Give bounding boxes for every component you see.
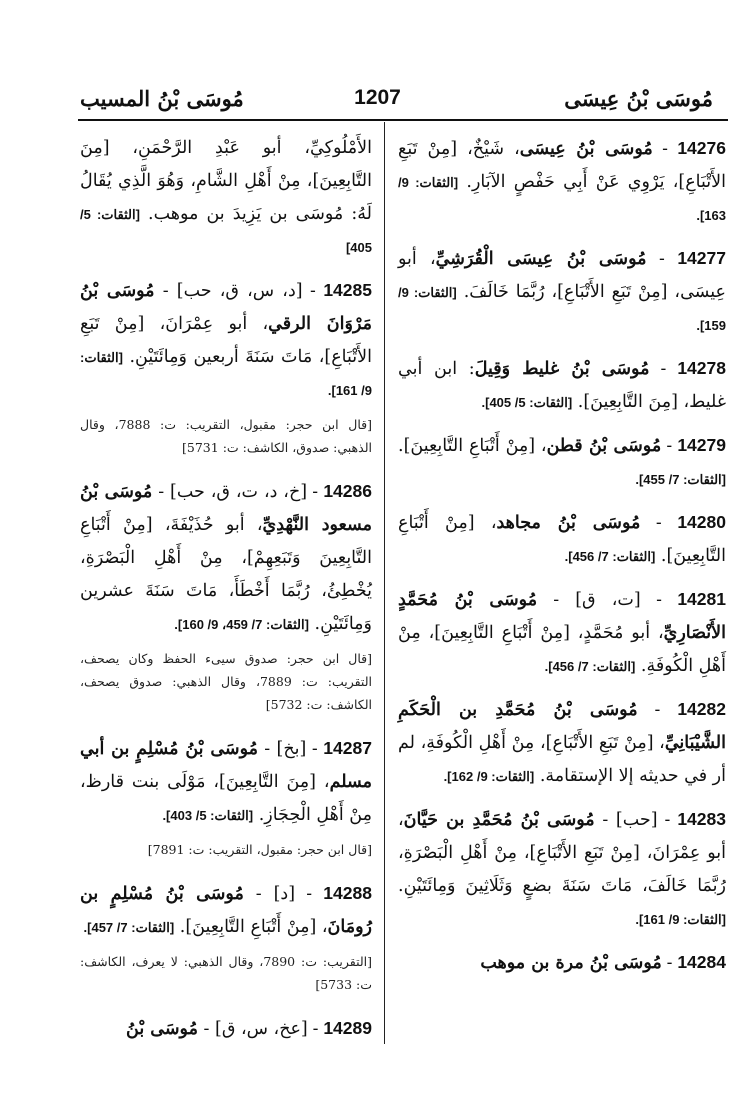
entry-name: مُوسَى بْنُ مَرْوَانَ الرقي: [80, 281, 372, 334]
page-header: [0, 0, 755, 120]
entry-text: ، أبو مُحَمَّدٍ، [مِنْ أَتْبَاعِ التَّابِعِينَ]، مِنْ أَهْلِ الْكُوفَةِ.: [398, 623, 726, 676]
entry-number: 14285: [323, 280, 372, 300]
entry: 14288 - [د] - مُوسَى بْنُ مُسْلِمٍ بن رُومَانَ، [مِنْ أَتْبَاعِ التَّابِعِينَ]. [الثقات: 7/ 457].: [80, 883, 372, 937]
entry-reference: [الثقات: 9/ 163].: [398, 175, 726, 223]
entry-footnote: [قال ابن حجر: صدوق سيىء الحفظ وكان يصحف، التقريب: ت: 7889، وقال الذهبي: صدوق يصحف، الكاشف: ت: 5732]: [80, 651, 372, 712]
entry-tags: [د] -: [255, 884, 296, 904]
entry-name: مُوسَى بْنُ مرة بن موهب: [480, 953, 662, 973]
entry-tags: [بخ] -: [264, 739, 307, 759]
entry-text: ، أبو عِمْرَانَ، [مِنْ تَبَعِ الأَتْبَاعِ]، مَاتَ سَنَةَ أربعين وَمِائَتَيْنِ.: [80, 314, 372, 367]
entry-text: ، [مِنْ تَبَعِ الأَتْبَاعِ]، مِنْ أَهْلِ الْكُوفَةِ، لم أر في حديثه إلا الإستقامة.: [398, 733, 726, 786]
entry-number: 14284: [677, 952, 726, 972]
entry-number: 14276: [677, 138, 726, 158]
entry-text: ، أبو عِمْرَانَ، [مِنْ تَبَعِ الأَتْبَاعِ]، مِنْ أَهْلِ الْبَصْرَةِ، رُبَّمَا خَالَفَ، مَاتَ سَنَةَ بضعٍ وَثَلَاثِينَ وَمِائَتَيْنِ.: [398, 810, 726, 896]
entry-number: 14282: [677, 699, 726, 719]
right-column: [398, 132, 726, 990]
entry-name: مُوسَى بْنُ قطن: [546, 436, 662, 456]
entry-name: مُوسَى بْنُ غليط وَقِيلَ: [474, 359, 650, 379]
entry: 14282 - مُوسَى بْنُ مُحَمَّدِ بن الْحَكَمِ الشَّيْبَانِيِّ، [مِنْ تَبَعِ الأَتْبَاعِ]، مِنْ أَهْلِ الْكُوفَةِ، لم أر في حديثه إلا الإستقامة. [الثقات: 9/ 162].: [398, 699, 726, 786]
running-title-left: مُوسَى بْنُ المسيب: [80, 86, 244, 111]
entry-tags: [ت، ق] -: [553, 590, 641, 610]
entry: 14287 - [بخ] - مُوسَى بْنُ مُسْلِمٍ بن أبي مسلم، [مِنَ التَّابِعِينَ]، مَوْلَى بنت قارظ، مِنْ أَهْلِ الْحِجَازِ. [الثقات: 5/ 403].: [80, 738, 372, 825]
entry-number: 14280: [677, 512, 726, 532]
entry-text: : ابن أبي غليط، [مِنَ التَّابِعِينَ].: [398, 359, 726, 412]
entry: 14281 - [ت، ق] - مُوسَى بْنُ مُحَمَّدٍ الأَنْصَارِيِّ، أبو مُحَمَّدٍ، [مِنْ أَتْبَاعِ التَّابِعِينَ]، مِنْ أَهْلِ الْكُوفَةِ. [الثقات: 7/ 456].: [398, 589, 726, 676]
entry-reference: [الثقات: 9/ 161].: [635, 912, 726, 927]
entry: 14283 - [حب] - مُوسَى بْنُ مُحَمَّدِ بن حَيَّانَ، أبو عِمْرَانَ، [مِنْ تَبَعِ الأَتْبَاعِ]، مِنْ أَهْلِ الْبَصْرَةِ، رُبَّمَا خَالَفَ، مَاتَ سَنَةَ بضعٍ وَثَلَاثِينَ وَمِائَتَيْنِ. [الثقات: 9/ 161].: [398, 809, 726, 927]
entry-reference: [الثقات: 5/ 405].: [481, 395, 573, 410]
entry-number: 14283: [677, 809, 726, 829]
entry-footnote: [قال ابن حجر: مقبول، التقريب: ت: 7891]: [147, 842, 372, 857]
header-rule: [78, 119, 728, 121]
entry-text: ، [مِنْ أَتْبَاعِ التَّابِعِينَ].: [398, 436, 547, 456]
entry-text: ، [مِنَ التَّابِعِينَ]، مَوْلَى بنت قارظ، مِنْ أَهْلِ الْحِجَازِ.: [80, 772, 372, 825]
entry-text: ، [مِنْ أَتْبَاعِ التَّابِعِينَ].: [398, 513, 726, 566]
entry-tags: [د، س، ق، حب] -: [162, 281, 303, 301]
entry: 14277 - مُوسَى بْنُ عِيسَى الْقُرَشِيِّ، أبو عِيسَى، [مِنْ تَبَعِ الأَتْبَاعِ]، رُبَّمَا خَالَفَ. [الثقات: 9/ 159].: [398, 248, 726, 333]
entry-tags: [عخ، س، ق] -: [203, 1019, 308, 1039]
entry-text: ، [مِنْ أَتْبَاعِ التَّابِعِينَ].: [179, 917, 328, 937]
entry-number: 14287: [323, 738, 372, 758]
entry: 14280 - مُوسَى بْنُ مجاهد، [مِنْ أَتْبَاعِ التَّابِعِينَ]. [الثقات: 7/ 456].: [398, 512, 726, 566]
entry-name: مُوسَى بْنُ: [126, 1019, 198, 1039]
entry-continuation: [80, 132, 372, 264]
entry-name: مُوسَى بْنُ مُسْلِمٍ بن رُومَانَ: [80, 884, 372, 937]
entry-text: ، أبو حُذَيْفَةَ، [مِنْ أَتْبَاعِ التَّابِعِينَ وَتَبَعِهِمْ]، مِنْ أَهْلِ الْبَصْرَةِ، يُخْطِئُ، رُبَّمَا أَخْطَأَ، مَاتَ سَنَةَ عشرين وَمِائَتَيْنِ.: [80, 515, 372, 634]
entry-number: 14281: [677, 589, 726, 609]
entry-number: 14278: [677, 358, 726, 378]
entry-name: مُوسَى بْنُ عِيسَى: [519, 139, 653, 159]
entry: 14284 - مُوسَى بْنُ مرة بن موهب: [480, 952, 726, 973]
entry-name: مُوسَى بْنُ مسعود النَّهْدِيِّ: [80, 482, 372, 535]
entry-number: 14286: [323, 481, 372, 501]
entry-footnote: [قال ابن حجر: مقبول، التقريب: ت: 7888، وقال الذهبي: صدوق، الكاشف: ت: 5731]: [80, 417, 372, 455]
entry-text: ، شَيْخٌ، [مِنْ تَبَعِ الأَتْبَاعِ]، يَرْوِي عَنْ أَبِي حَفْصٍ الآبَارِ.: [398, 139, 726, 192]
entry-name: مُوسَى بْنُ مجاهد: [496, 513, 641, 533]
entry-tags: [حب] -: [602, 810, 658, 830]
entry-tags: [خ، د، ت، ق، حب] -: [158, 482, 308, 502]
entry-text: الأَمْلُوكِيِّ، أبو عَبْدِ الرَّحْمَنِ، [مِنَ التَّابِعِينَ]، مِنْ أَهْلِ الشَّامِ، وَهُوَ الَّذِي يُقَالُ لَهُ: مُوسَى بن يَزِيدَ بن موهب.: [80, 138, 372, 224]
page-number: 1207: [354, 86, 401, 109]
entry: 14276 - مُوسَى بْنُ عِيسَى، شَيْخٌ، [مِنْ تَبَعِ الأَتْبَاعِ]، يَرْوِي عَنْ أَبِي حَفْصٍ الآبَارِ. [الثقات: 9/ 163].: [398, 138, 726, 223]
entry: 14286 - [خ، د، ت، ق، حب] - مُوسَى بْنُ مسعود النَّهْدِيِّ، أبو حُذَيْفَةَ، [مِنْ أَتْبَاعِ التَّابِعِينَ وَتَبَعِهِمْ]، مِنْ أَهْلِ الْبَصْرَةِ، يُخْطِئُ، رُبَّمَا أَخْطَأَ، مَاتَ سَنَةَ عشرين وَمِائَتَيْنِ. [الثقات: 7/ 459، 9/ 160].: [80, 481, 372, 634]
entry-name: مُوسَى بْنُ مُحَمَّدِ بن حَيَّانَ: [403, 810, 595, 830]
entry-number: 14288: [323, 883, 372, 903]
entry-reference: [الثقات: 7/ 455].: [635, 472, 726, 487]
entry-reference: [الثقات: 7/ 456].: [564, 549, 656, 564]
entry: 14279 - مُوسَى بْنُ قطن، [مِنْ أَتْبَاعِ التَّابِعِينَ]. [الثقات: 7/ 455].: [398, 435, 726, 487]
entry-name: مُوسَى بْنُ مُحَمَّدِ بن الْحَكَمِ الشَّيْبَانِيِّ: [398, 700, 726, 753]
entry-name: مُوسَى بْنُ عِيسَى الْقُرَشِيِّ: [435, 249, 647, 269]
entry-name: مُوسَى بْنُ مُسْلِمٍ بن أبي مسلم: [80, 739, 372, 792]
entry-reference: [الثقات: 9/ 162].: [443, 769, 535, 784]
entry-reference: [الثقات: 9/ 161].: [80, 350, 372, 398]
left-column: [80, 132, 372, 1056]
entry-reference: [الثقات: 7/ 457].: [83, 920, 175, 935]
entry-reference: [الثقات: 5/ 403].: [162, 808, 254, 823]
entry-reference: [الثقات: 5/ 405]: [80, 207, 372, 255]
entry-number: 14289: [323, 1018, 372, 1038]
entry-number: 14277: [677, 248, 726, 268]
entry-number: 14279: [677, 435, 726, 455]
column-divider: [384, 122, 385, 1044]
entry: 14289 - [عخ، س، ق] - مُوسَى بْنُ: [126, 1018, 372, 1039]
entry-text: ، أبو عِيسَى، [مِنْ تَبَعِ الأَتْبَاعِ]، رُبَّمَا خَالَفَ.: [398, 249, 726, 302]
entry-footnote: [التقريب: ت: 7890، وقال الذهبي: لا يعرف، الكاشف: ت: 5733]: [80, 954, 372, 992]
entry-reference: [الثقات: 9/ 159].: [398, 285, 726, 333]
entry: 14278 - مُوسَى بْنُ غليط وَقِيلَ: ابن أبي غليط، [مِنَ التَّابِعِينَ]. [الثقات: 5/ 405].: [398, 358, 726, 412]
entry: 14285 - [د، س، ق، حب] - مُوسَى بْنُ مَرْوَانَ الرقي، أبو عِمْرَانَ، [مِنْ تَبَعِ الأَتْبَاعِ]، مَاتَ سَنَةَ أربعين وَمِائَتَيْنِ. [الثقات: 9/ 161].: [80, 280, 372, 398]
entry-name: مُوسَى بْنُ مُحَمَّدٍ الأَنْصَارِيِّ: [398, 590, 726, 643]
entry-reference: [الثقات: 7/ 459، 9/ 160].: [174, 617, 309, 632]
entry-reference: [الثقات: 7/ 456].: [544, 659, 636, 674]
running-title-right: مُوسَى بْنُ عِيسَى: [564, 86, 713, 111]
